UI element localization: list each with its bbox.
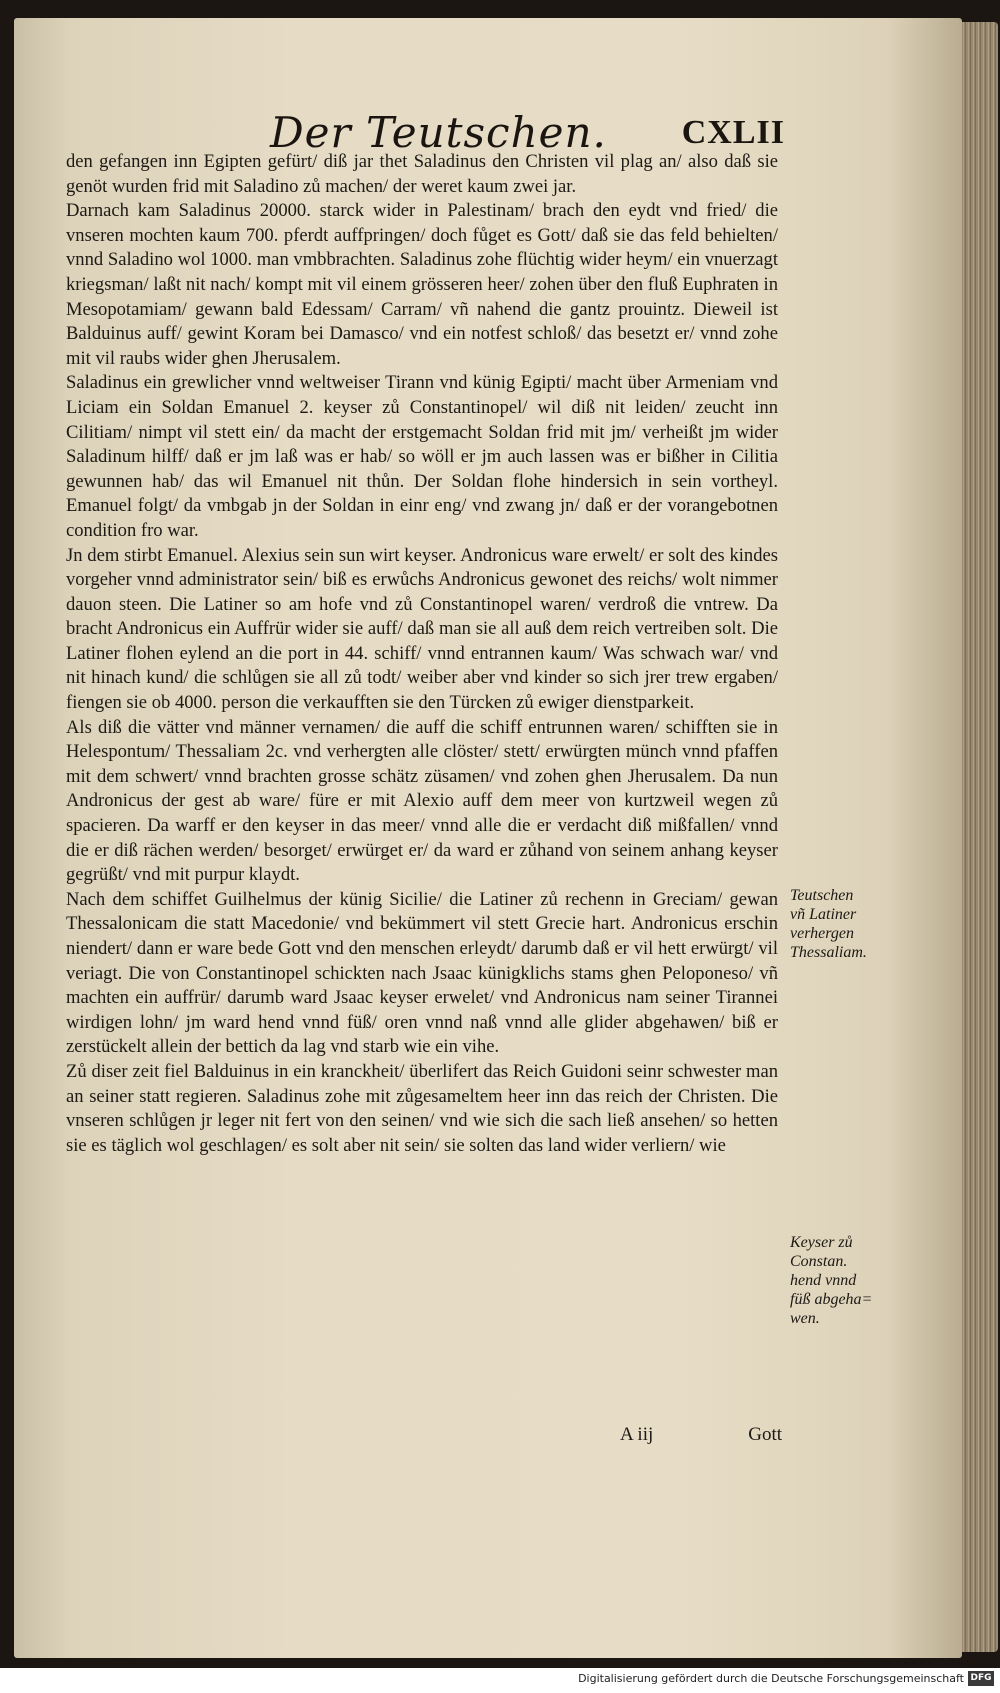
footer-bar — [0, 1668, 1000, 1693]
funding-note: Digitalisierung gefördert durch die Deutsche Forschungsgemeinschaft — [578, 1672, 964, 1685]
dfg-logo: DFG — [968, 1671, 994, 1686]
marginal-note — [790, 1233, 900, 1328]
page-edges — [962, 22, 998, 1652]
marginal-line: verhergen — [790, 925, 854, 942]
marginal-line: füß abgeha= — [790, 1291, 873, 1308]
signature-mark: A iij — [620, 1424, 654, 1445]
paragraph: Als diß die vätter vnd männer vernamen/ die auff die schiff entrunnen waren/ schifften sie in Helespontum/ Thessaliam 2c. vnd verhergten alle clöster/ stett/ erwürgten münch vnnd pfaffen mit dem schwert/ vnnd brachten grosse schätz züsamen/ vnd zohen ghen Jherusalem. Da nun Andronicus der gest ab ware/ füre er mit Alexio auff dem meer von kurtzweil wegen zů spacieren. Da warff er den keyser in das meer/ vnnd alle die er verdacht diß mißfallen/ vnnd die er diß rächen werden/ besorget/ erwürget er/ da ward er zůhand von seinem anhang keyser gegrüßt/ vnd mit purpur klaydt. — [66, 716, 778, 886]
marginal-line: hend vnnd — [790, 1272, 857, 1289]
marginal-line: Thessaliam. — [790, 944, 867, 961]
paragraph: Darnach kam Saladinus 20000. starck wider in Palestinam/ brach den eydt vnd fried/ die vnseren mochten kaum 700. pferdt auffpringen/ doch fůget es Gott/ daß sie das feld behielten/ vnnd Saladino wol 1000. man vmbbrachten. Saladinus zohe flüchtig wider heym/ ein vnuerzagt kriegsman/ laßt nit nach/ kompt mit vil einem grösseren heer/ zohen über den fluß Euphraten in Mesopotamiam/ gewann bald Edessam/ Carram/ vñ nahend die gantz prouintz. Dieweil ist Balduinus auff/ gewint Koram bei Damasco/ vnd ein notfest schloß/ das besetzt er/ vnnd zohe mit vil raubs wider ghen Jherusalem. — [66, 200, 778, 369]
catchword: Gott — [748, 1424, 782, 1445]
marginal-note — [790, 886, 900, 962]
body-text — [66, 150, 778, 1158]
paragraph: Jn dem stirbt Emanuel. Alexius sein sun wirt keyser. Andronicus ware erwelt/ er solt des kindes vorgeher vnnd administrator sein/ biß es erwůchs Andronicus gewonet des reichs/ wolt nimmer dauon steen. Die Latiner so am hofe vnd zů Constantinopel waren/ verdroß die vntrew. Da bracht Andronicus ein Auffrür wider sie auff/ daß man sie all auß dem reich vertreiben solt. Die Latiner flohen eylend an die port in 44. schiff/ vnnd entrannen kaum/ Was schwach war/ vnd nit hinach kund/ die schlůgen sie all zů todt/ weiber aber vnd kinder so sich jrer trew ergaben/ fiengen sie ob 4000. person die verkaufften sie den Türcken zů ewiger dienstparkeit. — [66, 544, 778, 714]
folio-number: CXLII — [681, 114, 785, 151]
marginal-line: Teutschen — [790, 887, 854, 904]
running-head: Der Teutschen. — [270, 108, 607, 157]
paragraph: den gefangen inn Egipten gefürt/ diß jar thet Saladinus den Christen vil plag an/ also daß sie genöt wurden frid mit Saladino zů machen/ der weret kaum zwei jar. — [66, 151, 778, 197]
marginal-line: vñ Latiner — [790, 906, 857, 923]
marginal-line: Constan. — [790, 1253, 848, 1270]
marginal-line: Keyser zů — [790, 1234, 853, 1251]
paragraph: Nach dem schiffet Guilhelmus der künig Sicilie/ die Latiner zů rechenn in Greciam/ gewan Thessalonicam die statt Macedonie/ vnd bekümmert vil stett Grecie hart. Andronicus erschin niendert/ dann er ware bede Gott vnd den menschen erleydt/ darumb daß er vil hett erwürgt/ vil veriagt. Die von Constantinopel schickten nach Jsaac künigklichs stams ghen Peloponeso/ vñ machten ein auffrür/ darumb ward Jsaac keyser erwelet/ vnd Andronicus nam seiner Tirannei wirdigen lohn/ jm ward hend vnnd füß/ oren vnnd naß vnnd alle glider abgehawen/ biß er zerstückelt allein der bettich da lag vnd starb wie ein vihe. — [66, 888, 778, 1058]
marginal-line: wen. — [790, 1310, 820, 1327]
catchline — [620, 1424, 782, 1446]
paragraph: Saladinus ein grewlicher vnnd weltweiser Tirann vnd künig Egipti/ macht über Armeniam vnd Liciam ein Soldan Emanuel 2. keyser zů Constantinopel/ wil diß nit leiden/ zeucht inn Cilitiam/ nimpt vil stett ein/ da macht der erstgemacht Soldan frid mit jm/ verheißt jm wider Saladinum hilff/ daß er jm laß was er hab/ so wöll er jm auch lassen was er bißher in Cilitia gewunnen hab/ das wil Emanuel nit thůn. Der Soldan flohe hindersich in sein vortheyl. Emanuel folgt/ da vmbgab jn der Soldan in einr eng/ vnd zwang jn/ daß er der vorangebotnen condition fro war. — [66, 372, 778, 541]
paragraph: Zů diser zeit fiel Balduinus in ein kranckheit/ überlifert das Reich Guidoni seinr schwester man an seiner statt regieren. Saladinus zohe mit zůgesameltem heer inn das reich der Christen. Die vnseren schlůgen jr leger nit fert von den seinen/ vnd wie sich die sach ließ ansehen/ so hetten sie es täglich wol geschlagen/ es solt aber nit sein/ sie solten das land wider verliern/ wie — [66, 1060, 778, 1156]
